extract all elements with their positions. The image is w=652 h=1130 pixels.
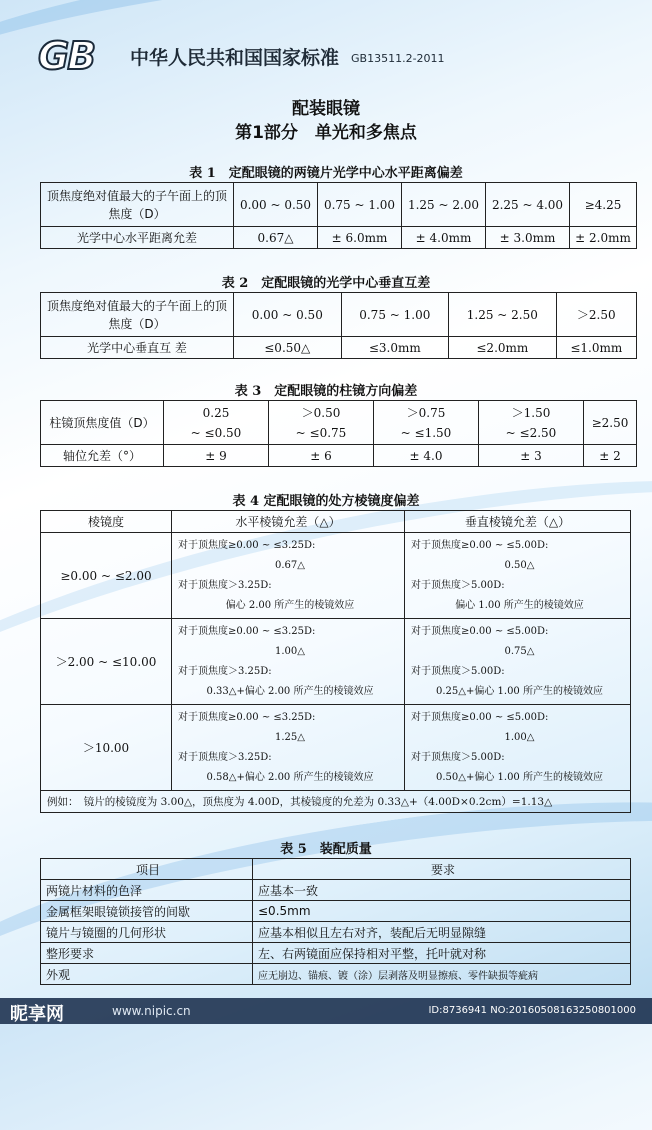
table5-item: 金属框架眼镜锁接管的间歇 [41,901,253,922]
table1-range: 0.00 ~ 0.50 [234,183,318,227]
table2 [40,292,637,359]
table1-value: ± 6.0mm [318,227,402,249]
table3-value: ± 4.0 [374,445,479,467]
table5-requirement: 应基本一致 [253,880,631,901]
table4-vertical-cell: 对于顶焦度≥0.00 ~ ≤5.00D: 0.75△ 对于顶焦度＞5.00D: 0.25△+偏心 1.00 所产生的棱镜效应 [405,619,631,705]
table1-value: 0.67△ [234,227,318,249]
table5-header: 项目 [41,859,253,880]
gb-logo: GB [38,34,95,78]
table1-range: ≥4.25 [570,183,637,227]
table2-row-label: 光学中心垂直互 差 [41,337,234,359]
table3-value: ± 6 [269,445,374,467]
table4-header: 水平棱镜允差（△） [172,511,405,533]
table3-caption: 表 3 定配眼镜的柱镜方向偏差 [234,384,418,399]
table4-header: 垂直棱镜允差（△） [405,511,631,533]
page-header [38,36,445,76]
standard-code: GB13511.2-2011 [351,51,445,65]
table4-horizontal-cell: 对于顶焦度≥0.00 ~ ≤3.25D: 0.67△ 对于顶焦度＞3.25D: 偏心 2.00 所产生的棱镜效应 [172,533,405,619]
table3-range: ＞0.75 ~ ≤1.50 [374,401,479,445]
doc-subtitle: 第1部分 单光和多焦点 [235,123,417,143]
background-swoosh [0,0,652,185]
table3-row-label: 柱镜顶焦度值（D） [41,401,164,445]
table4-range: ＞10.00 [41,705,172,791]
table4 [40,510,631,813]
table2-range: 0.00 ~ 0.50 [234,293,342,337]
table4-horizontal-cell: 对于顶焦度≥0.00 ~ ≤3.25D: 1.25△ 对于顶焦度＞3.25D: 0.58△+偏心 2.00 所产生的棱镜效应 [172,705,405,791]
table5 [40,858,631,985]
table5-item: 外观 [41,964,253,985]
table1-caption: 表 1 定配眼镜的两镜片光学中心水平距离偏差 [189,166,463,181]
table4-range: ≥0.00 ~ ≤2.00 [41,533,172,619]
table5-item: 镜片与镜圈的几何形状 [41,922,253,943]
table2-range: ＞2.50 [556,293,636,337]
standard-name: 中华人民共和国国家标准 [130,46,340,69]
table2-range: 0.75 ~ 1.00 [341,293,449,337]
table3-range: 0.25 ~ ≤0.50 [164,401,269,445]
table5-item: 两镜片材料的色泽 [41,880,253,901]
table1-range: 2.25 ~ 4.00 [486,183,570,227]
watermark-url: www.nipic.cn [112,1004,191,1018]
table5-requirement: 左、右两镜面应保持相对平整，托叶就对称 [253,943,631,964]
table2-row-label: 顶焦度绝对值最大的子午面上的顶焦度（D） [41,293,234,337]
table-row [41,943,631,964]
watermark-logo: 昵享网 [10,1004,64,1025]
table1-value: ± 3.0mm [486,227,570,249]
table1-value: ± 4.0mm [402,227,486,249]
table2-value: ≤1.0mm [556,337,636,359]
table5-item: 整形要求 [41,943,253,964]
table4-example: 例如： 镜片的棱镜度为 3.00△，顶焦度为 4.00D，其棱镜度的允差为 0.33△+（4.00D×0.2cm）=1.13△ [41,791,631,813]
table4-caption: 表 4 定配眼镜的处方棱镜度偏差 [232,494,420,509]
table-row [41,880,631,901]
table1-value: ± 2.0mm [570,227,637,249]
table2-caption: 表 2 定配眼镜的光学中心垂直互差 [221,276,431,291]
table4-header: 棱镜度 [41,511,172,533]
table4-vertical-cell: 对于顶焦度≥0.00 ~ ≤5.00D: 1.00△ 对于顶焦度＞5.00D: 0.50△+偏心 1.00 所产生的棱镜效应 [405,705,631,791]
table5-caption: 表 5 装配质量 [280,842,372,857]
table3-range: ＞1.50 ~ ≤2.50 [479,401,584,445]
doc-title: 配装眼镜 [292,99,360,119]
table1-range: 1.25 ~ 2.00 [402,183,486,227]
table5-header: 要求 [253,859,631,880]
table3-range: ≥2.50 [584,401,637,445]
table3 [40,400,637,467]
table5-requirement: ≤0.5mm [253,901,631,922]
table3-range: ＞0.50 ~ ≤0.75 [269,401,374,445]
table1-range: 0.75 ~ 1.00 [318,183,402,227]
table4-vertical-cell: 对于顶焦度≥0.00 ~ ≤5.00D: 0.50△ 对于顶焦度＞5.00D: 偏心 1.00 所产生的棱镜效应 [405,533,631,619]
table4-range: ＞2.00 ~ ≤10.00 [41,619,172,705]
table1 [40,182,637,249]
table2-value: ≤0.50△ [234,337,342,359]
table5-requirement: 应无崩边、锚痕、镀（涂）层剥落及明显擦痕、零件缺损等疵病 [253,964,631,985]
table1-row-label: 光学中心水平距离允差 [41,227,234,249]
image-id: ID:8736941 NO:20160508163250801000 [428,1005,636,1016]
table-row [41,964,631,985]
watermark-bar [0,998,652,1024]
table3-value: ± 3 [479,445,584,467]
table4-horizontal-cell: 对于顶焦度≥0.00 ~ ≤3.25D: 1.00△ 对于顶焦度＞3.25D: 0.33△+偏心 2.00 所产生的棱镜效应 [172,619,405,705]
table2-value: ≤3.0mm [341,337,449,359]
table-row [41,922,631,943]
table-row [41,901,631,922]
table5-requirement: 应基本相似且左右对齐，装配后无明显隙缝 [253,922,631,943]
table2-range: 1.25 ~ 2.50 [449,293,557,337]
table1-row-label: 顶焦度绝对值最大的子午面上的顶焦度（D） [41,183,234,227]
table3-row-label: 轴位允差（°） [41,445,164,467]
table3-value: ± 2 [584,445,637,467]
table2-value: ≤2.0mm [449,337,557,359]
table3-value: ± 9 [164,445,269,467]
